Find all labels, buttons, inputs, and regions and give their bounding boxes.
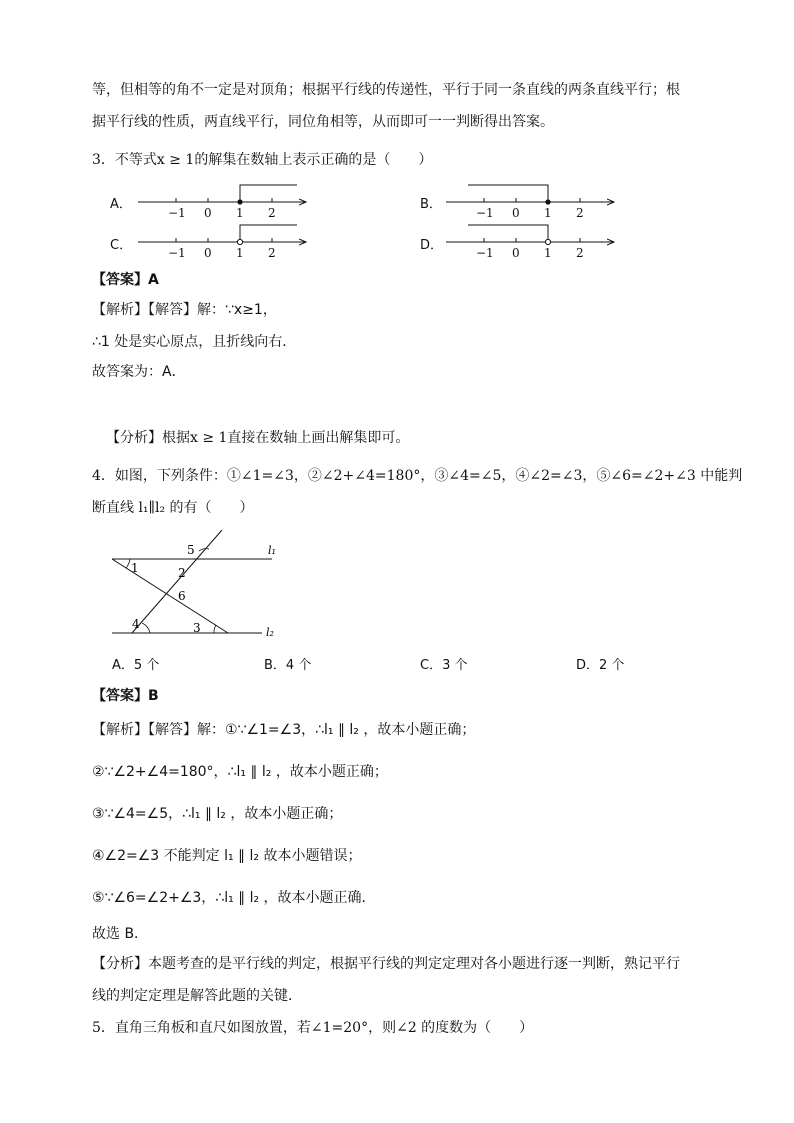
tick-label: 2 <box>576 206 584 220</box>
q4-analysis-2: ②∵∠2+∠4=180°，∴l₁ ∥ l₂ ，故本小题正确； <box>92 764 388 780</box>
q3-fenxi: 【分析】根据x ≥ 1直接在数轴上画出解集即可。 <box>106 430 410 446</box>
number-line-b <box>446 185 614 205</box>
tick-label: −1 <box>476 206 494 220</box>
q3-number-lines <box>0 178 794 258</box>
figure-label: l₁ <box>268 544 276 557</box>
q3-option-c-label: C． <box>110 238 133 253</box>
number-line-a <box>138 185 306 205</box>
tick-label: 1 <box>236 246 244 260</box>
tick-label: 0 <box>512 246 520 260</box>
q4-option-d: D．2 个 <box>576 658 625 673</box>
tick-label: 0 <box>204 246 212 260</box>
tick-label: 2 <box>268 246 276 260</box>
tick-label: 2 <box>576 246 584 260</box>
q4-fenxi-2: 线的判定定理是解答此题的关键． <box>92 988 302 1004</box>
q4-analysis-5: ⑤∵∠6=∠2+∠3，∴l₁ ∥ l₂ ，故本小题正确． <box>92 890 376 906</box>
figure-label: 1 <box>131 561 139 575</box>
figure-label: l₂ <box>266 626 274 639</box>
q4-figure <box>0 530 794 650</box>
intro-line-2: 据平行线的性质，两直线平行，同位角相等，从而即可一一判断得出答案。 <box>92 114 554 130</box>
q4-fenxi-1: 【分析】本题考查的是平行线的判定，根据平行线的判定定理对各小题进行逐一判断，熟记平行 <box>92 956 680 972</box>
tick-label: −1 <box>476 246 494 260</box>
q5-stem: 5．直角三角板和直尺如图放置，若∠1=20°，则∠2 的度数为（ ） <box>92 1020 534 1036</box>
q3-analysis-3: 故答案为：A． <box>92 364 186 380</box>
q4-stem-1: 4．如图，下列条件：①∠1=∠3，②∠2+∠4=180°，③∠4=∠5，④∠2=∠3，⑤∠6=∠2+∠3 中能判 <box>92 468 743 484</box>
transversal-b <box>112 559 228 633</box>
q3-analysis-2: ∴1 处是实心原点，且折线向右． <box>92 334 297 350</box>
q3-option-b-label: B． <box>420 197 442 212</box>
figure-label: 2 <box>178 566 186 580</box>
tick-label: −1 <box>168 206 186 220</box>
figure-label: 3 <box>193 621 201 635</box>
tick-label: 0 <box>204 206 212 220</box>
tick-label: 0 <box>512 206 520 220</box>
tick-label: 2 <box>268 206 276 220</box>
intro-line-1: 等，但相等的角不一定是对顶角；根据平行线的传递性，平行于同一条直线的两条直线平行；根 <box>92 82 680 98</box>
q4-analysis-3: ③∵∠4=∠5，∴l₁ ∥ l₂ ，故本小题正确； <box>92 806 343 822</box>
q4-analysis-4: ④∠2=∠3 不能判定 l₁ ∥ l₂ 故本小题错误； <box>92 848 362 864</box>
number-line-c <box>138 225 306 245</box>
q4-option-b: B．4 个 <box>264 658 312 673</box>
q3-answer: 【答案】A <box>92 272 159 288</box>
tick-label: 1 <box>544 246 552 260</box>
q3-analysis-1: 【解析】【解答】解：∵x≥1， <box>92 302 277 318</box>
q3-option-d-label: D． <box>420 238 444 253</box>
q4-answer: 【答案】B <box>92 688 159 704</box>
figure-label: 5 <box>187 543 195 557</box>
q4-stem-2: 断直线 l₁∥l₂ 的有（ ） <box>92 500 254 516</box>
q4-choose: 故选 B． <box>92 926 149 942</box>
transversal-a <box>132 530 222 633</box>
figure-label: 4 <box>132 617 140 631</box>
q3-option-a-label: A． <box>110 197 132 212</box>
tick-label: 1 <box>544 206 552 220</box>
figure-label: 6 <box>178 589 186 603</box>
q3-stem: 3．不等式x ≥ 1的解集在数轴上表示正确的是（ ） <box>92 152 433 168</box>
q4-option-a: A．5 个 <box>112 658 160 673</box>
number-line-d <box>446 225 614 245</box>
tick-label: 1 <box>236 206 244 220</box>
q4-analysis-1: 【解析】【解答】解：①∵∠1=∠3，∴l₁ ∥ l₂ ，故本小题正确； <box>92 722 476 738</box>
q4-option-c: C．3 个 <box>420 658 468 673</box>
tick-label: −1 <box>168 246 186 260</box>
